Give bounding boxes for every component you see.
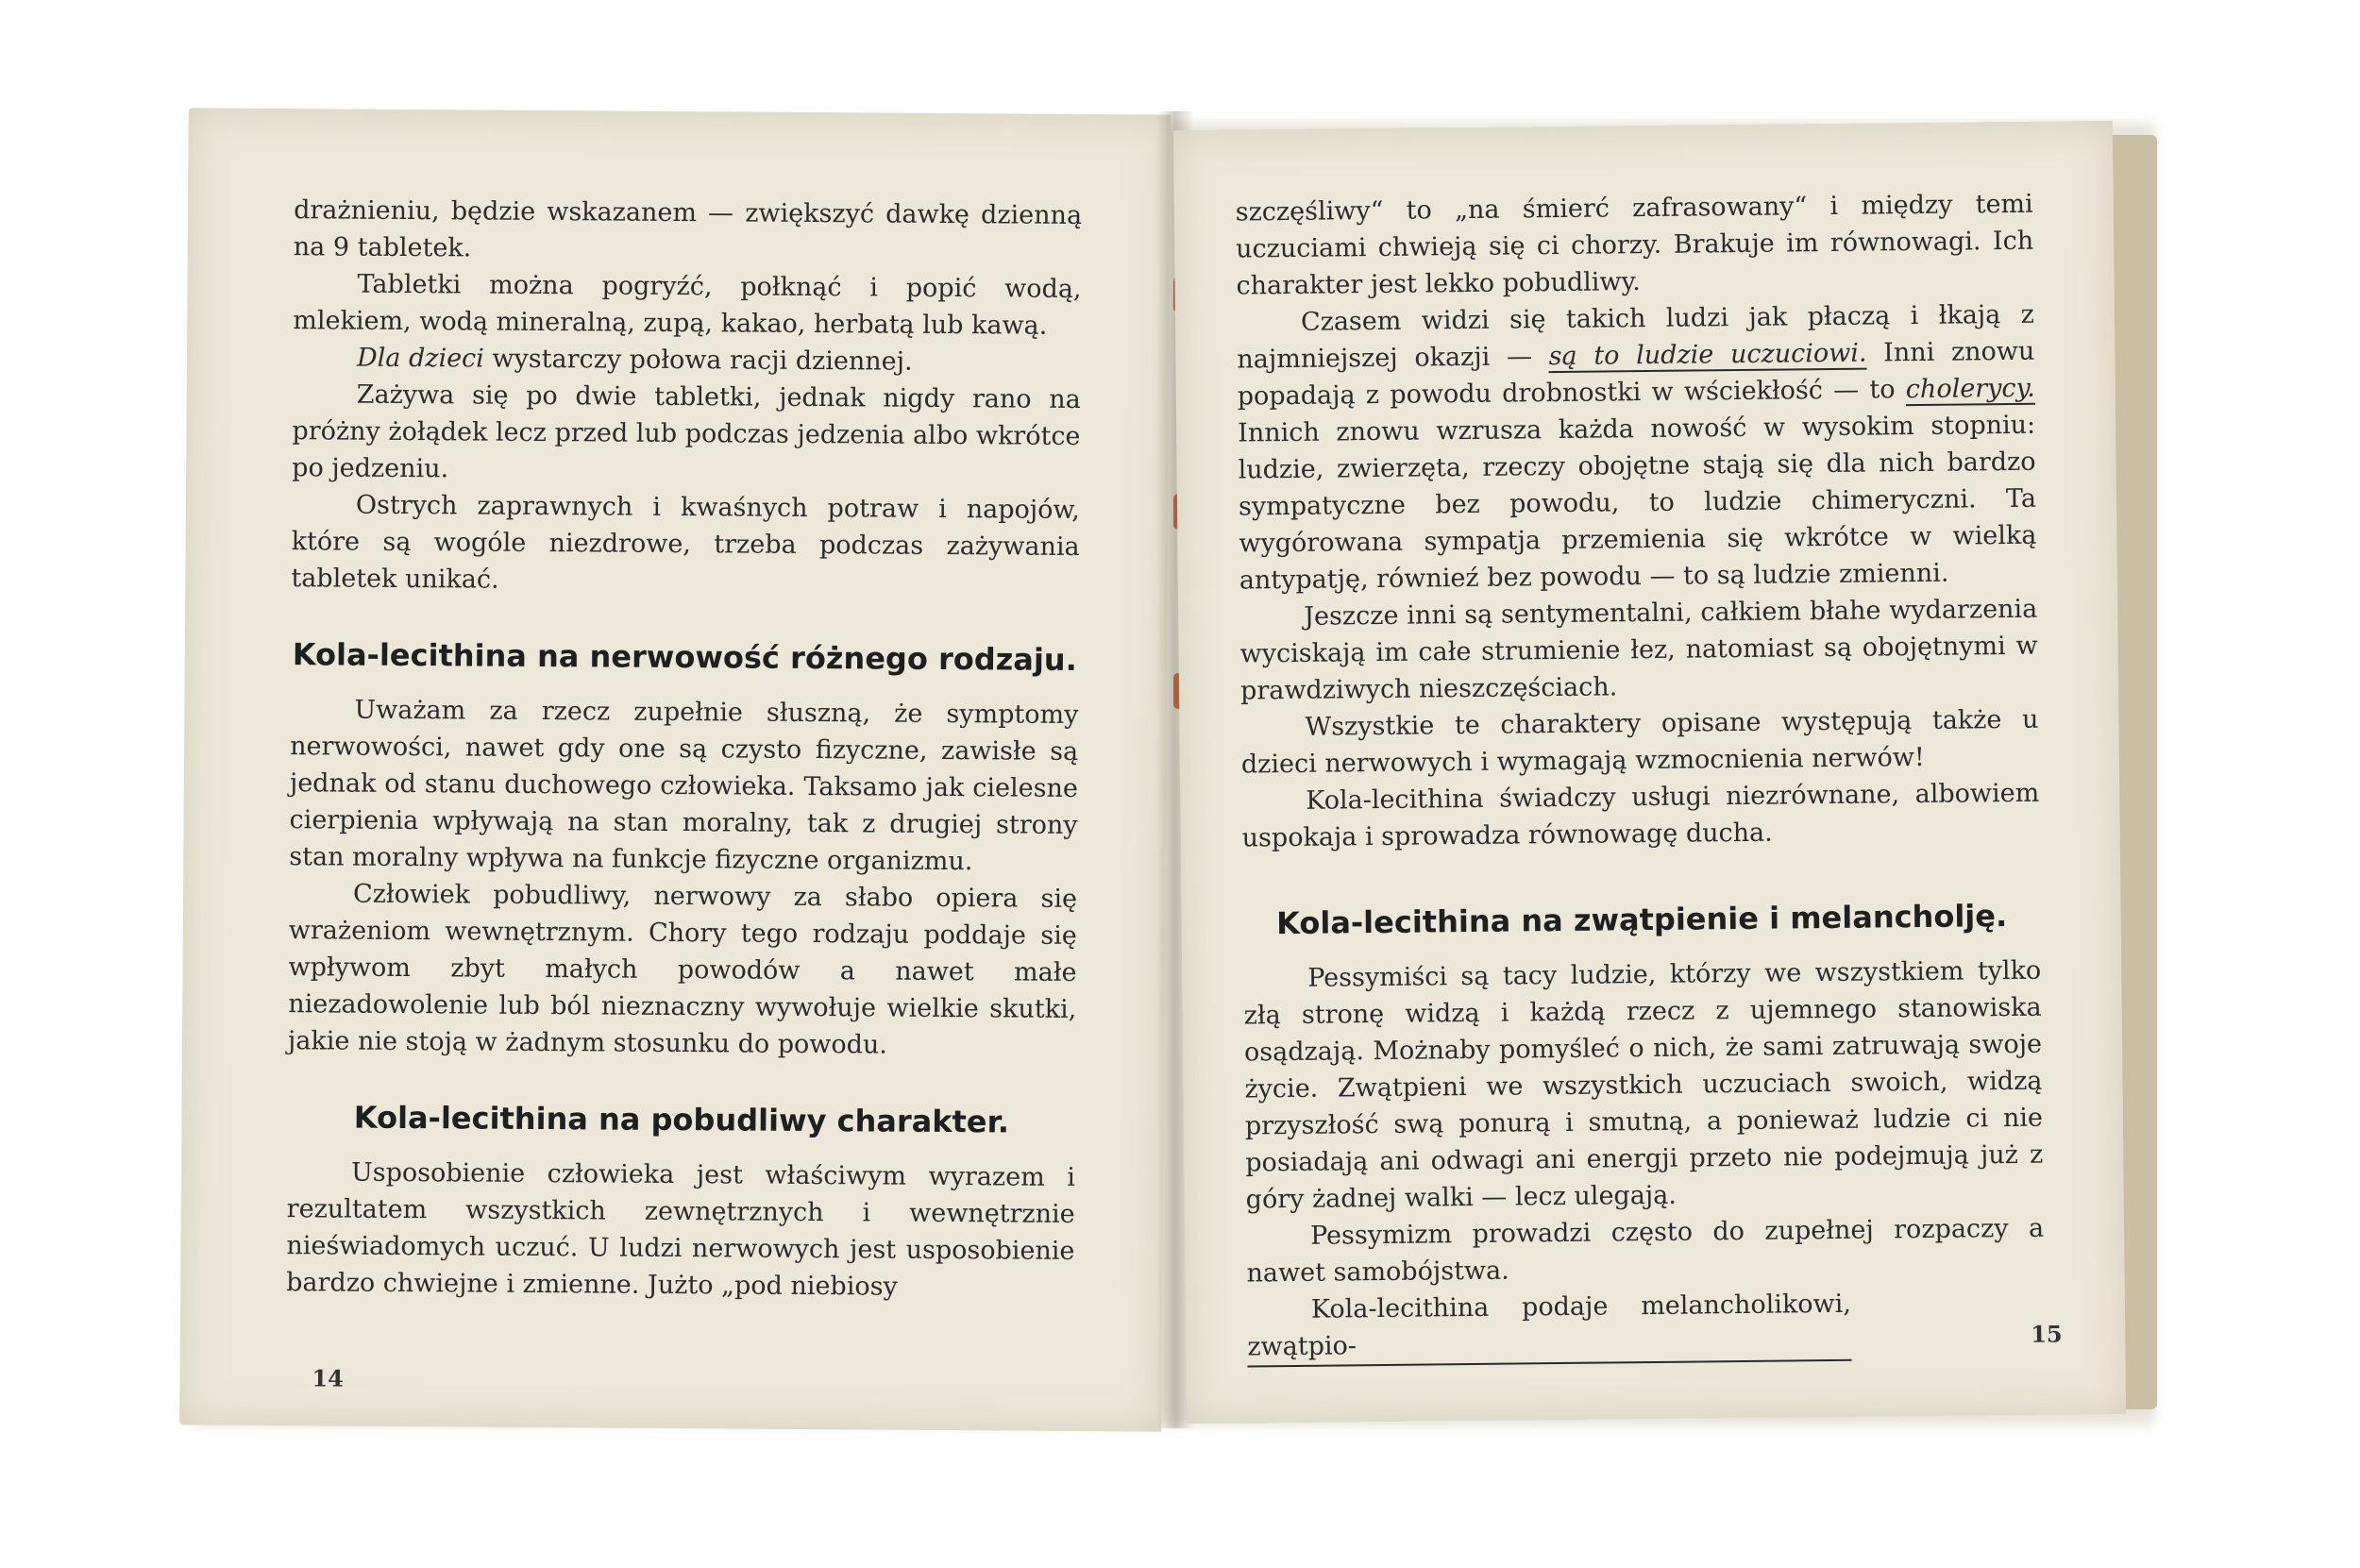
paragraph: Zażywa się po dwie tabletki, jednak nigdy rano na próżny żołądek lecz przed lub podczas jedzenia albo wkrótce po jedzeniu. xyxy=(292,379,1081,484)
underlined-phrase: cholerycy. xyxy=(1905,373,2035,405)
open-book xyxy=(184,111,2157,1433)
paragraph: Kola-lecithina świadczy usługi niezrównane, albowiem uspokaja i sprowadza równowagę ducha. xyxy=(1241,778,2040,853)
text-run: wystarczy połowa racji dziennej. xyxy=(483,344,913,377)
paragraph: Ostrych zaprawnych i kwaśnych potraw i napojów, które są wogóle niezdrowe, trzeba podczas zażywania tabletek unikać. xyxy=(291,490,1081,595)
text-run: Czasem widzi się takich ludzi jak płaczą i łkają z najmniejszej okazji — xyxy=(1237,299,2035,375)
paragraph: Pessymizm prowadzi często do zupełnej rozpaczy a nawet samobójstwa. xyxy=(1246,1213,2045,1289)
left-page-text xyxy=(286,192,1082,1307)
text-run: Inni znowu popadają z powodu drobnostki w wściekłość — to xyxy=(1237,336,2035,412)
paragraph: Kola-lecithina podaje melancholikowi, zwątpio- xyxy=(1247,1286,1852,1368)
paragraph xyxy=(293,339,1081,381)
paragraph: Uważam za rzecz zupełnie słuszną, że symptomy nerwowości, nawet gdy one są czysto fizyczne, zawisłe są jednak od stanu duchowego człowieka. Taksamo jak cielesne cierpienia wpływają na stan moralny, tak z drugiej strony stan moralny wpływa na funkcje fizyczne organizmu. xyxy=(289,695,1079,877)
section-heading: Kola-lecithina na zwątpienie i melancholję. xyxy=(1275,898,2008,942)
paragraph: drażnieniu, będzie wskazanem — zwiększyć dawkę dzienną na 9 tabletek. xyxy=(293,195,1083,263)
paragraph: Jeszcze inni są sentymentalni, całkiem błahe wydarzenia wyciskają im całe strumienie łez, natomiast są obojętnymi w prawdziwych nieszczęściach. xyxy=(1239,594,2038,706)
page-number: 15 xyxy=(2031,1320,2063,1348)
page-number: 14 xyxy=(312,1364,344,1392)
right-page xyxy=(1173,121,2126,1424)
section-heading: Kola-lecithina na pobudliwy charakter. xyxy=(353,1099,1010,1140)
section-heading: Kola-lecithina na nerwowość różnego rodzaju. xyxy=(292,636,1077,678)
paragraph xyxy=(1237,296,2037,599)
paragraph: szczęśliwy“ to „na śmierć zafrasowany“ i między temi uczuciami chwieją się ci chorzy. Brakuje im równowagi. Ich charakter jest lekko pobudliwy. xyxy=(1235,189,2034,301)
left-page xyxy=(179,108,1171,1431)
underlined-phrase: są to ludzie uczuciowi. xyxy=(1548,338,1867,372)
right-page-text xyxy=(1236,186,2046,1368)
paragraph: Pessymiści są tacy ludzie, którzy we wszystkiem tylko złą stronę widzą i każdą rzecz z ujemnego stanowiska osądzają. Możnaby pomyśleć o nich, że sami zatruwają swoje życie. Zwątpieni we wszystkich uczuciach swoich, widzą przyszłość swą ponurą i smutną, a ponieważ ludzie ci nie posiadają ani odwagi ani energji przeto nie podejmują już z góry żadnej walki — lecz ulegają. xyxy=(1243,955,2044,1215)
paragraph: Wszystkie te charaktery opisane występują także u dzieci nerwowych i wymagają wzmocnienia nerwów! xyxy=(1240,704,2039,780)
italic-phrase: Dla dzieci xyxy=(356,343,484,374)
paragraph: Człowiek pobudliwy, nerwowy za słabo opiera się wrażeniom wewnętrznym. Chory tego rodzaju poddaje się wpływom zbyt małych powodów a nawet małe niezadowolenie lub ból nieznaczny wywołuje wielkie skutki, jakie nie stoją w żadnym stosunku do powodu. xyxy=(287,879,1078,1060)
paragraph: Usposobienie człowieka jest właściwym wyrazem i rezultatem wszystkich zewnętrznych i wewnętrznie nieświadomych uczuć. U ludzi nerwowych jest usposobienie bardzo chwiejne i zmienne. Jużto „pod niebiosy xyxy=(286,1157,1076,1302)
paragraph: Tabletki można pogryźć, połknąć i popić wodą, mlekiem, wodą mineralną, zupą, kakao, herbatą lub kawą. xyxy=(293,269,1082,341)
text-run: Innich znowu wzrusza każda nowość w wysokim stopniu: ludzie, zwierzęta, rzeczy obojętne stają się dla nich bardzo sympatyczne bez powodu, to ludzie chimeryczni. Ta wygórowana sympatja przemienia się wkrótce w wielką antypatję, równieź bez powodu — to są ludzie zmienni. xyxy=(1238,410,2037,596)
